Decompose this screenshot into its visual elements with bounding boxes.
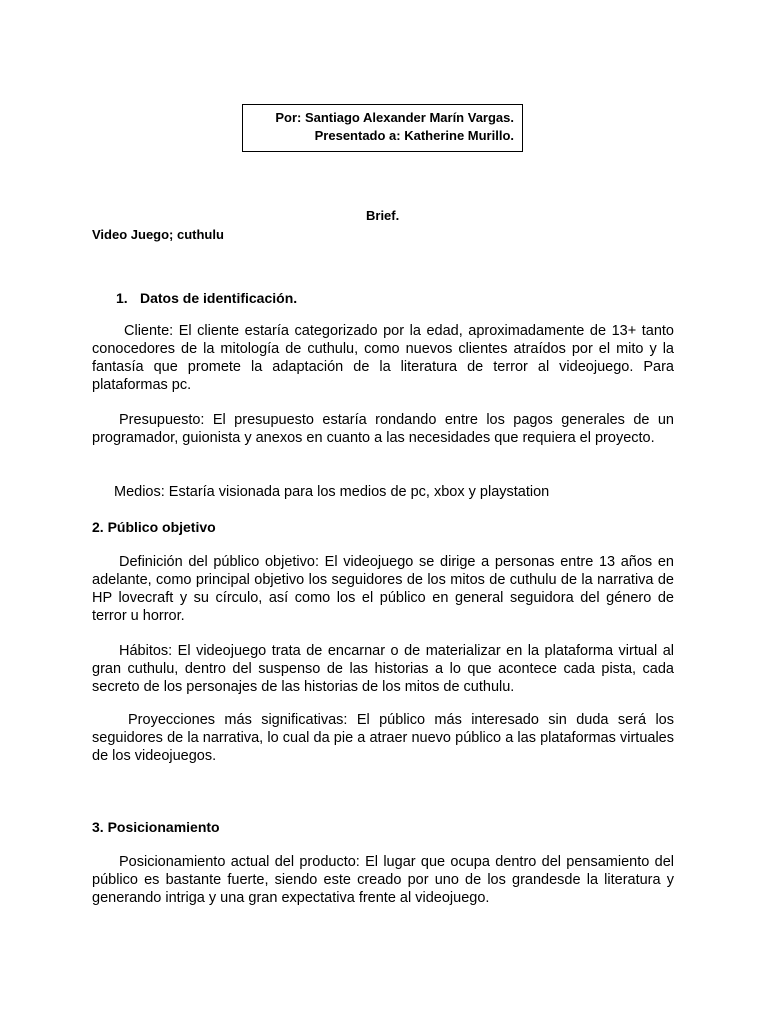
- section-1-heading: [116, 290, 297, 306]
- author-box: [242, 104, 523, 152]
- paragraph-posicionamiento: Posicionamiento actual del producto: El lugar que ocupa dentro del pensamiento del público es bastante fuerte, siendo este creado por uno de los grandesde la literatura y generando intriga y una gran expectativa frente al videojuego.: [92, 854, 674, 906]
- paragraph-medios: Medios: Estaría visionada para los medios de pc, xbox y playstation: [114, 484, 550, 500]
- paragraph-cliente: Cliente: El cliente estaría categorizado por la edad, aproximadamente de 13+ tanto conocedores de la mitología de cuthulu, como nuevos clientes atraídos por el mito y la fantasía que promete la adaptación de la literatura de terror al videojuego. Para plataformas pc.: [92, 323, 674, 393]
- document-subtitle: Video Juego; cuthulu: [92, 227, 224, 242]
- author-line: Por: Santiago Alexander Marín Vargas.: [275, 110, 514, 125]
- paragraph-habitos: Hábitos: El videojuego trata de encarnar o de materializar en la plataforma virtual al gran cuthulu, dentro del suspenso de las historias a lo que acontece cada pista, cada secreto de los personajes de las historias de los mitos de cuthulu.: [92, 643, 674, 695]
- section-2-heading: 2. Público objetivo: [92, 519, 216, 535]
- document-title: Brief.: [366, 208, 400, 223]
- presented-to-line: Presentado a: Katherine Murillo.: [314, 128, 514, 143]
- paragraph-presupuesto: Presupuesto: El presupuesto estaría rondando entre los pagos generales de un programador, guionista y anexos en cuanto a las necesidades que requiera el proyecto.: [92, 412, 674, 446]
- section-3-heading: 3. Posicionamiento: [92, 819, 220, 835]
- paragraph-proyecciones: Proyecciones más significativas: El público más interesado sin duda será los seguidores de la narrativa, lo cual da pie a atraer nuevo público a las plataformas virtuales de los videojuegos.: [92, 712, 674, 764]
- section-1-title: Datos de identificación.: [140, 290, 298, 306]
- paragraph-definicion: Definición del público objetivo: El videojuego se dirige a personas entre 13 años en adelante, como principal objetivo los seguidores de los mitos de cuthulu de la narrativa de HP lovecraft y su círculo, así como los el público en general seguidora del género de terror u horror.: [92, 554, 674, 624]
- section-1-number: 1.: [116, 290, 128, 306]
